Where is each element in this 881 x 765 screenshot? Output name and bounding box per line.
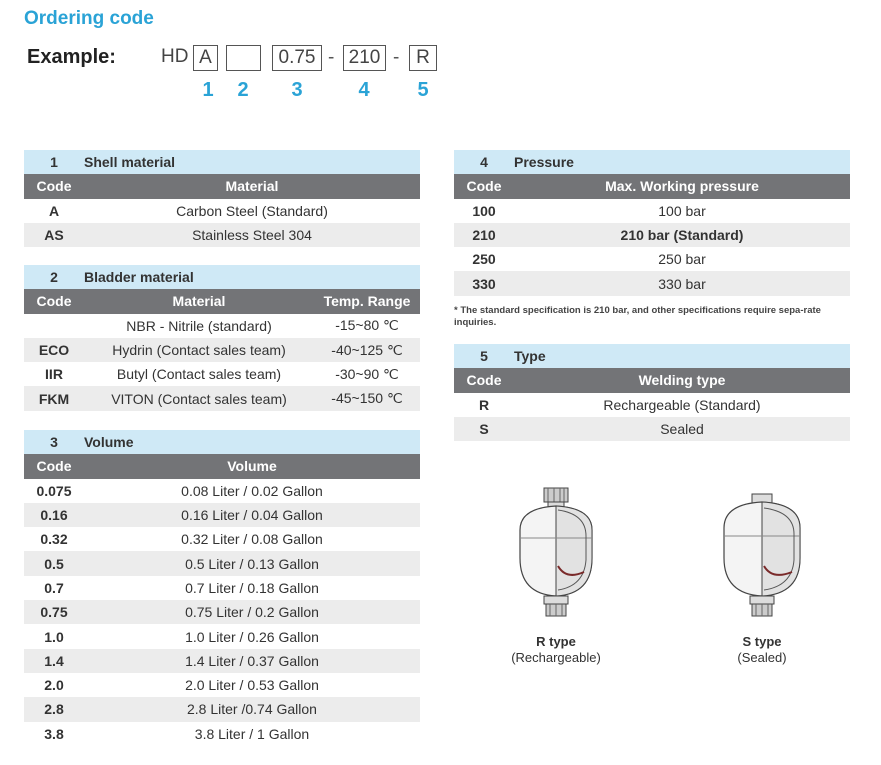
column-header-row [24, 174, 420, 198]
table-row [24, 649, 420, 673]
volume-cell: 1.0 Liter / 0.26 Gallon [185, 628, 319, 645]
type-cell: Rechargeable (Standard) [603, 396, 761, 413]
position-number: 5 [417, 79, 429, 101]
code-cell: 3.8 [44, 725, 64, 742]
column-header: Material [84, 289, 314, 313]
code-prefix: HD [161, 46, 189, 67]
code-box-type: R [409, 45, 437, 71]
section-title: Bladder material [84, 265, 420, 289]
code-cell: IIR [45, 366, 63, 383]
code-cell: FKM [24, 386, 84, 410]
volume-cell: 2.8 Liter /0.74 Gallon [84, 697, 420, 721]
code-cell: 1.4 [24, 649, 84, 673]
column-header-row [454, 368, 850, 392]
table-row [24, 362, 420, 386]
s-type-title: S type [742, 634, 782, 649]
s-type-caption [686, 634, 838, 666]
column-header-row [24, 289, 420, 313]
material-cell: Hydrin (Contact sales team) [84, 338, 314, 362]
column-header: Welding type [514, 368, 850, 392]
section-number: 2 [24, 265, 84, 289]
code-cell: 210 [454, 223, 514, 247]
code-cell: AS [24, 223, 84, 247]
example-label: Example: [27, 46, 116, 68]
section-header [454, 344, 850, 368]
pressure-cell: 100 bar [658, 202, 706, 219]
section-title: Shell material [84, 150, 420, 174]
column-header: Code [454, 368, 514, 392]
volume-cell: 0.32 Liter / 0.08 Gallon [181, 531, 323, 548]
page-title: Ordering code [24, 8, 154, 29]
material-cell: Stainless Steel 304 [84, 223, 420, 247]
material-cell: Carbon Steel (Standard) [176, 202, 328, 219]
table-row [24, 600, 420, 624]
volume-cell: 0.5 Liter / 0.13 Gallon [84, 551, 420, 575]
pressure-note: * The standard specification is 210 bar, and other specifications require sepa-rate inquiries. [454, 305, 821, 328]
section-title: Volume [84, 430, 420, 454]
code-cell: 0.75 [24, 600, 84, 624]
section-header [454, 150, 850, 174]
section-title: Type [514, 344, 850, 368]
material-cell: VITON (Contact sales team) [84, 386, 314, 410]
code-cell: 330 [454, 271, 514, 295]
code-box-bladder [226, 45, 261, 71]
table-row [24, 503, 420, 527]
shell-material-table [24, 150, 420, 247]
section-number: 4 [454, 150, 514, 174]
column-header: Temp. Range [314, 289, 420, 313]
section-title: Pressure [514, 150, 850, 174]
table-row [454, 271, 850, 295]
code-separator: - [328, 47, 335, 68]
column-header: Code [24, 289, 84, 313]
table-row [24, 223, 420, 247]
section-header [24, 265, 420, 289]
r-type-accumulator-illustration [506, 486, 606, 624]
material-cell: NBR - Nitrile (standard) [126, 317, 272, 334]
table-row [24, 314, 420, 338]
r-type-caption [480, 634, 632, 666]
code-cell: 0.7 [44, 579, 64, 596]
volume-cell: 0.16 Liter / 0.04 Gallon [84, 503, 420, 527]
code-cell: R [478, 396, 490, 413]
table-row [24, 199, 420, 223]
code-cell: 1.0 [44, 628, 64, 645]
position-number: 4 [358, 79, 370, 101]
volume-cell: 0.75 Liter / 0.2 Gallon [84, 600, 420, 624]
position-number: 1 [202, 79, 214, 101]
section-header [24, 150, 420, 174]
position-number: 3 [291, 79, 303, 101]
code-cell: 100 [472, 202, 496, 219]
volume-cell: 3.8 Liter / 1 Gallon [194, 725, 310, 742]
table-row [24, 722, 420, 746]
code-box-shell: A [193, 45, 218, 71]
r-type-subtitle: (Rechargeable) [511, 650, 601, 665]
column-header: Code [454, 174, 514, 198]
volume-table [24, 430, 420, 746]
volume-cell: 0.08 Liter / 0.02 Gallon [181, 482, 323, 499]
code-box-pressure: 210 [343, 45, 386, 71]
pressure-cell: 250 bar [658, 251, 706, 268]
code-cell: S [454, 417, 514, 441]
column-header: Material [84, 174, 420, 198]
pressure-table [454, 150, 850, 296]
position-number: 2 [237, 79, 249, 101]
code-cell: 0.075 [36, 482, 72, 499]
code-box-volume: 0.75 [272, 45, 322, 71]
table-row [24, 338, 420, 362]
temp-cell: -40~125 ℃ [314, 338, 420, 362]
code-cell: 250 [472, 251, 496, 268]
code-separator: - [393, 47, 400, 68]
table-row [24, 624, 420, 648]
code-cell: 2.0 [44, 677, 64, 694]
code-cell: 0.32 [40, 531, 68, 548]
temp-cell: -15~80 ℃ [335, 317, 399, 334]
temp-cell: -45~150 ℃ [314, 386, 420, 410]
table-row [454, 417, 850, 441]
section-number: 5 [454, 344, 514, 368]
code-cell: 0.5 [24, 551, 84, 575]
pressure-cell: 330 bar [514, 271, 850, 295]
table-row [24, 527, 420, 551]
code-cell [24, 314, 84, 338]
volume-cell: 2.0 Liter / 0.53 Gallon [185, 677, 319, 694]
table-row [454, 199, 850, 223]
section-number: 3 [24, 430, 84, 454]
table-row [24, 386, 420, 410]
table-row [24, 479, 420, 503]
column-header: Code [24, 454, 84, 478]
table-row [454, 393, 850, 417]
code-cell: ECO [24, 338, 84, 362]
type-table [454, 344, 850, 441]
code-cell: 2.8 [24, 697, 84, 721]
material-cell: Butyl (Contact sales team) [116, 366, 282, 383]
volume-cell: 1.4 Liter / 0.37 Gallon [84, 649, 420, 673]
pressure-cell: 210 bar (Standard) [514, 223, 850, 247]
column-header: Volume [84, 454, 420, 478]
table-row [454, 247, 850, 271]
table-row [24, 551, 420, 575]
column-header-row [24, 454, 420, 478]
volume-cell: 0.7 Liter / 0.18 Gallon [185, 579, 319, 596]
code-cell: A [48, 202, 60, 219]
type-cell: Sealed [514, 417, 850, 441]
section-number: 1 [24, 150, 84, 174]
temp-cell: -30~90 ℃ [335, 365, 399, 382]
table-row [24, 697, 420, 721]
column-header: Max. Working pressure [514, 174, 850, 198]
section-header [24, 430, 420, 454]
table-row [24, 673, 420, 697]
s-type-subtitle: (Sealed) [737, 650, 787, 665]
column-header-row [454, 174, 850, 198]
table-row [24, 576, 420, 600]
code-cell: 0.16 [24, 503, 84, 527]
r-type-title: R type [536, 634, 576, 649]
bladder-material-table [24, 265, 420, 411]
s-type-accumulator-illustration [712, 486, 812, 624]
table-row [454, 223, 850, 247]
column-header: Code [24, 174, 84, 198]
